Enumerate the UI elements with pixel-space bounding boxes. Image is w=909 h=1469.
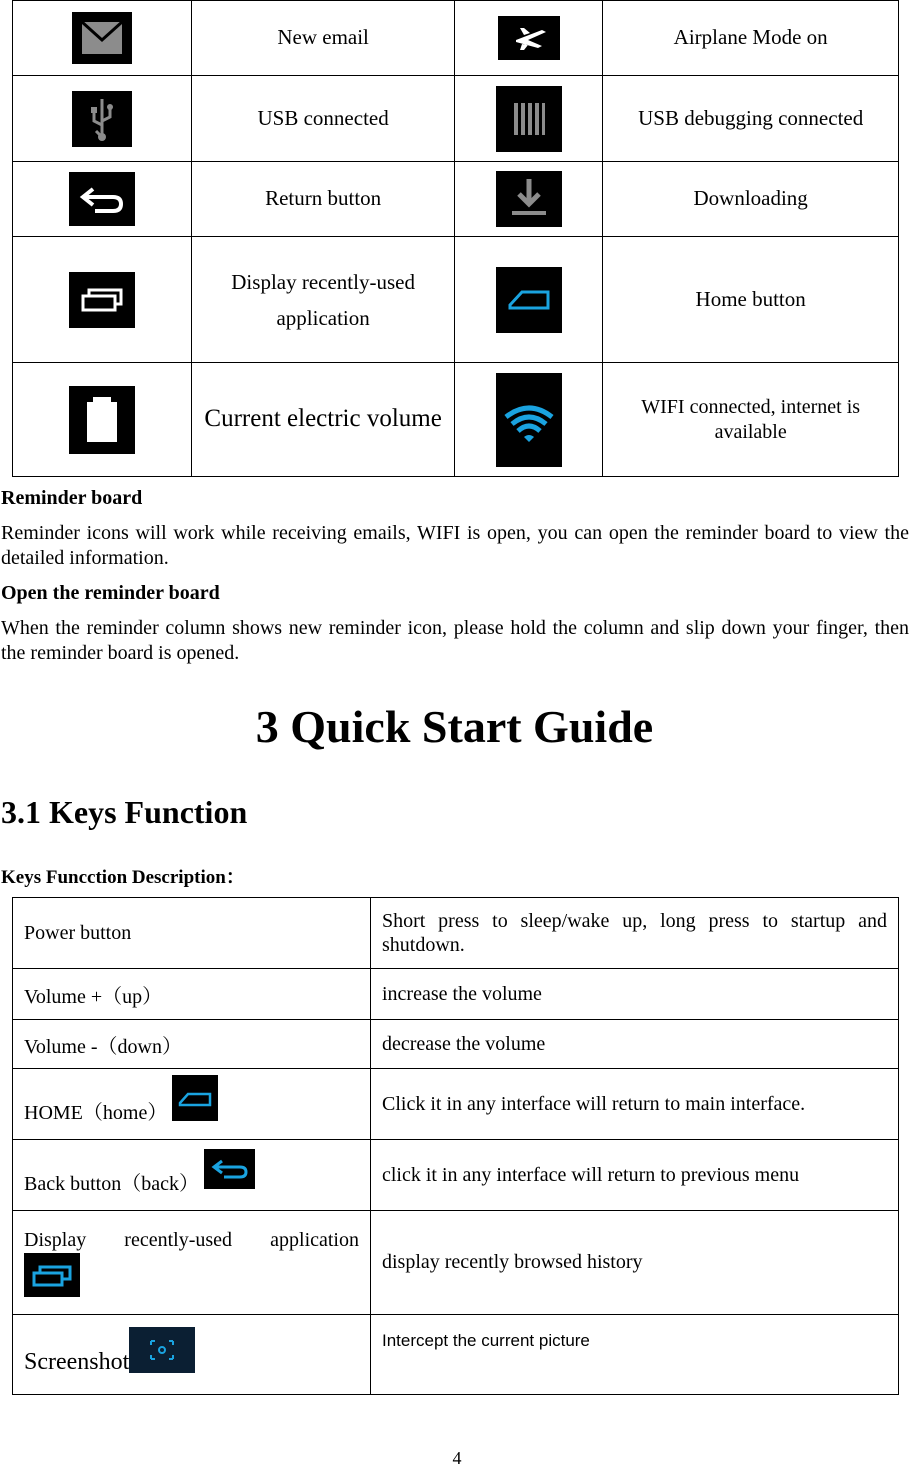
recent-apps-icon — [69, 272, 135, 328]
status-icon-cell — [13, 363, 192, 477]
status-label: New email — [191, 1, 455, 76]
table-row — [13, 969, 899, 1020]
battery-icon — [69, 386, 135, 454]
usb-icon — [72, 91, 132, 147]
key-name: Power button — [13, 898, 371, 969]
key-name: Back button（back） — [24, 1172, 199, 1195]
status-icon-table — [12, 0, 899, 477]
keys-function-table — [12, 897, 899, 1395]
table-row — [13, 1069, 899, 1140]
open-reminder-heading: Open the reminder board — [1, 582, 220, 604]
chapter-title: 3 Quick Start Guide — [255, 701, 654, 752]
status-icon-cell — [455, 363, 603, 477]
key-name-cell — [13, 1211, 371, 1315]
key-description: Short press to sleep/wake up, long press to startup and shutdown. — [371, 898, 899, 969]
status-label: WIFI connected, internet is available — [603, 363, 899, 477]
status-icon-cell — [13, 1, 192, 76]
status-icon-cell — [13, 237, 192, 363]
status-label: Home button — [603, 237, 899, 363]
key-name: Screenshot — [24, 1349, 130, 1376]
usb-debugging-icon — [496, 86, 562, 152]
airplane-icon — [498, 16, 560, 60]
key-name-cell — [13, 1069, 371, 1140]
wifi-icon — [496, 373, 562, 467]
key-name-cell — [13, 1315, 371, 1395]
key-description: increase the volume — [371, 969, 899, 1020]
status-icon-cell — [455, 162, 603, 237]
status-icon-cell — [455, 76, 603, 162]
download-icon — [496, 171, 562, 227]
status-icon-cell — [455, 237, 603, 363]
key-description: Intercept the current picture — [371, 1315, 899, 1395]
status-icon-cell — [13, 76, 192, 162]
key-description: display recently browsed history — [371, 1211, 899, 1315]
key-name: Display recently-used application — [24, 1229, 359, 1251]
recent-apps-icon — [24, 1253, 80, 1297]
key-description: Click it in any interface will return to main interface. — [371, 1069, 899, 1140]
status-icon-cell — [455, 1, 603, 76]
reminder-body: Reminder icons will work while receiving emails, WIFI is open, you can open the reminder board to view the detailed information. — [1, 522, 909, 569]
key-description: click it in any interface will return to previous menu — [371, 1140, 899, 1211]
keys-caption: Keys Funcction Description： — [1, 867, 245, 888]
status-label: Return button — [191, 162, 455, 237]
home-icon — [172, 1075, 218, 1121]
table-row — [13, 1140, 899, 1211]
status-label: Display recently-used application — [191, 237, 455, 363]
status-label: Current electric volume — [191, 363, 455, 477]
status-label: Downloading — [603, 162, 899, 237]
status-label: USB connected — [191, 76, 455, 162]
key-name: Volume -（down） — [13, 1020, 371, 1069]
back-arrow-icon — [69, 172, 135, 226]
screenshot-icon — [129, 1327, 195, 1373]
table-row — [13, 1315, 899, 1395]
back-arrow-icon — [204, 1149, 255, 1189]
status-icon-cell — [13, 162, 192, 237]
page-number: 4 — [452, 1448, 462, 1468]
table-row — [13, 1211, 899, 1315]
status-label: USB debugging connected — [603, 76, 899, 162]
status-label: Airplane Mode on — [603, 1, 899, 76]
reminder-heading: Reminder board — [1, 487, 143, 509]
section-title: 3.1 Keys Function — [1, 794, 248, 830]
key-name: HOME（home） — [24, 1101, 168, 1124]
email-icon — [72, 12, 132, 64]
table-row — [13, 898, 899, 969]
open-reminder-body: When the reminder column shows new reminder icon, please hold the column and slip down your finger, then the reminder board is opened. — [1, 617, 909, 664]
home-icon — [496, 267, 562, 333]
key-description: decrease the volume — [371, 1020, 899, 1069]
table-row — [13, 1020, 899, 1069]
key-name-cell — [13, 1140, 371, 1211]
key-name: Volume +（up） — [13, 969, 371, 1020]
